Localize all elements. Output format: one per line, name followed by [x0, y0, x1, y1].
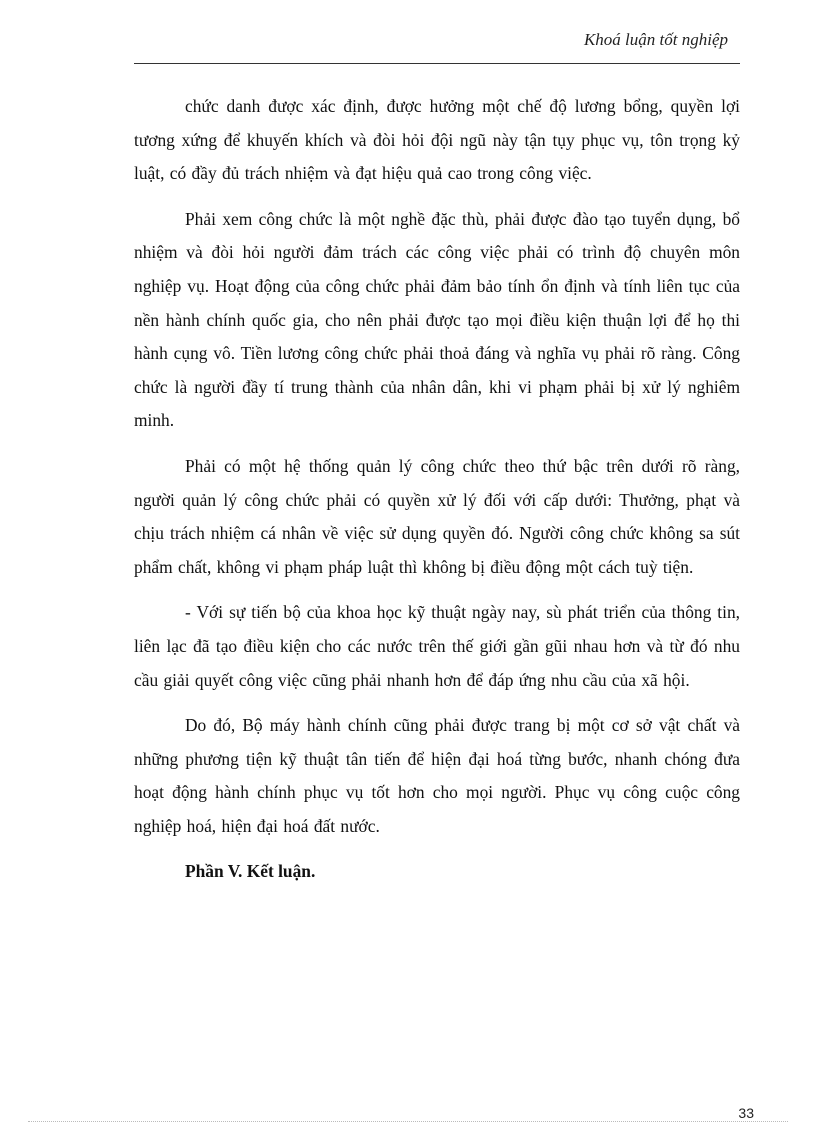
- page-number: 33: [738, 1105, 754, 1121]
- section-heading: Phần V. Kết luận.: [185, 861, 316, 882]
- paragraph: Phải xem công chức là một nghề đặc thù, phải được đào tạo tuyển dụng, bổ nhiệm và đòi hỏi người đảm trách các công việc phải có trình độ chuyên môn nghiệp vụ. Hoạt động của công chức phải đảm bảo tính ổn định và tính liên tục của nền hành chính quốc gia, cho nên phải được tạo mọi điều kiện thuận lợi để họ thi hành cụng vô. Tiền lương công chức phải thoả đáng và nghĩa vụ phải rõ ràng. Công chức là người đầy tí trung thành của nhân dân, khi vi phạm phải bị xử lý nghiêm minh.: [134, 208, 740, 431]
- footer-divider: [28, 1121, 788, 1122]
- header-divider: [134, 63, 740, 64]
- document-body: [134, 90, 740, 889]
- paragraph: Phải có một hệ thống quản lý công chức theo thứ bậc trên dưới rõ ràng, người quản lý công chức phải có quyền xử lý đối với cấp dưới: Thưởng, phạt và chịu trách nhiệm cá nhân về việc sử dụng quyền đó. Người công chức không sa sút phẩm chất, không vi phạm pháp luật thì không bị điều động một cách tuỳ tiện.: [134, 455, 740, 577]
- paragraph: Do đó, Bộ máy hành chính cũng phải được trang bị một cơ sở vật chất và những phương tiện kỹ thuật tân tiến để hiện đại hoá từng bước, nhanh chóng đưa hoạt động hành chính phục vụ tốt hơn cho mọi người. Phục vụ công cuộc công nghiệp hoá, hiện đại hoá đất nước.: [134, 715, 740, 836]
- running-header: Khoá luận tốt nghiệp: [583, 30, 728, 49]
- paragraph: - Với sự tiến bộ của khoa học kỹ thuật ngày nay, sù phát triển của thông tin, liên lạc đã tạo điều kiện cho các nước trên thế giới gần gũi nhau hơn và từ đó nhu cầu giải quyết công việc cũng phải nhanh hơn để đáp ứng nhu cầu của xã hội.: [134, 602, 740, 690]
- paragraph: chức danh được xác định, được hưởng một chế độ lương bổng, quyền lợi tương xứng để khuyến khích và đòi hỏi đội ngũ này tận tụy phục vụ, tôn trọng kỷ luật, có đầy đủ trách nhiệm và đạt hiệu quả cao trong công việc.: [134, 96, 740, 184]
